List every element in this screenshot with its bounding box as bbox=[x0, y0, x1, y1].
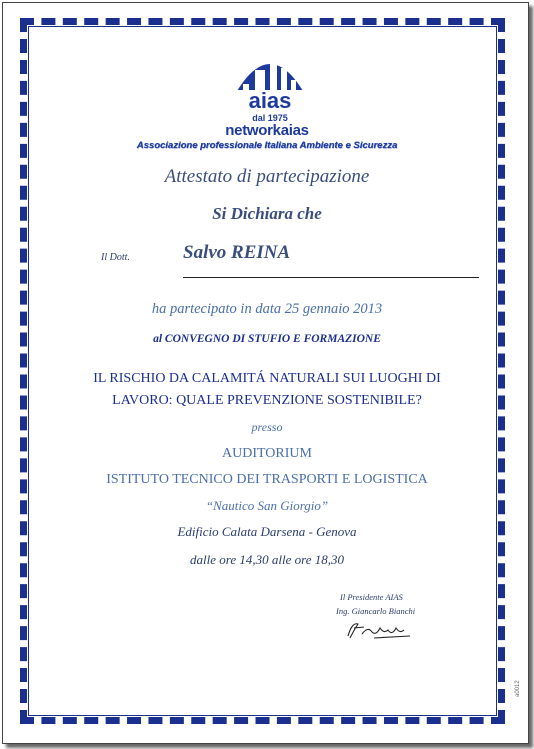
logo-letters: aias bbox=[248, 88, 292, 113]
event-type: al CONVEGNO DI STUFIO E FORMAZIONE bbox=[153, 333, 381, 345]
participation-date: ha partecipato in data 25 gennaio 2013 bbox=[151, 301, 383, 317]
event-topic bbox=[50, 368, 484, 412]
brand-tagline: Associazione professionale Italiana Ambiente e Sicurezza bbox=[136, 140, 398, 151]
presso-label: presso bbox=[251, 420, 283, 434]
venue-line-2: ISTITUTO TECNICO DEI TRASPORTI E LOGISTICA bbox=[106, 472, 428, 487]
aias-logo bbox=[215, 30, 325, 125]
recipient-name: Salvo REINA bbox=[183, 242, 291, 263]
event-hours: dalle ore 14,30 alle ore 18,30 bbox=[190, 552, 344, 567]
venue-line-1: AUDITORIUM bbox=[222, 446, 312, 461]
side-code: a0012 bbox=[515, 680, 521, 697]
page-title: Attestato di partecipazione bbox=[164, 166, 370, 187]
logo-since: dal 1975 bbox=[252, 113, 288, 123]
topic-line-2: LAVORO: QUALE PREVENZIONE SOSTENIBILE? bbox=[112, 393, 422, 408]
president-role: Il Presidente AIAS bbox=[340, 592, 403, 602]
topic-line-1: IL RISCHIO DA CALAMITÁ NATURALI SUI LUOGHI DI bbox=[93, 371, 441, 386]
signature-icon bbox=[344, 616, 414, 642]
president-name: Ing. Giancarlo Bianchi bbox=[336, 606, 416, 616]
declaration: Si Dichiara che bbox=[212, 204, 322, 223]
name-underline bbox=[183, 277, 479, 278]
brand-name: networkaias bbox=[225, 122, 309, 139]
venue-line-3: “Nautico San Giorgio” bbox=[205, 498, 329, 513]
recipient-prefix: Il Dott. bbox=[101, 252, 130, 263]
venue-address: Edificio Calata Darsena - Genova bbox=[177, 524, 357, 539]
